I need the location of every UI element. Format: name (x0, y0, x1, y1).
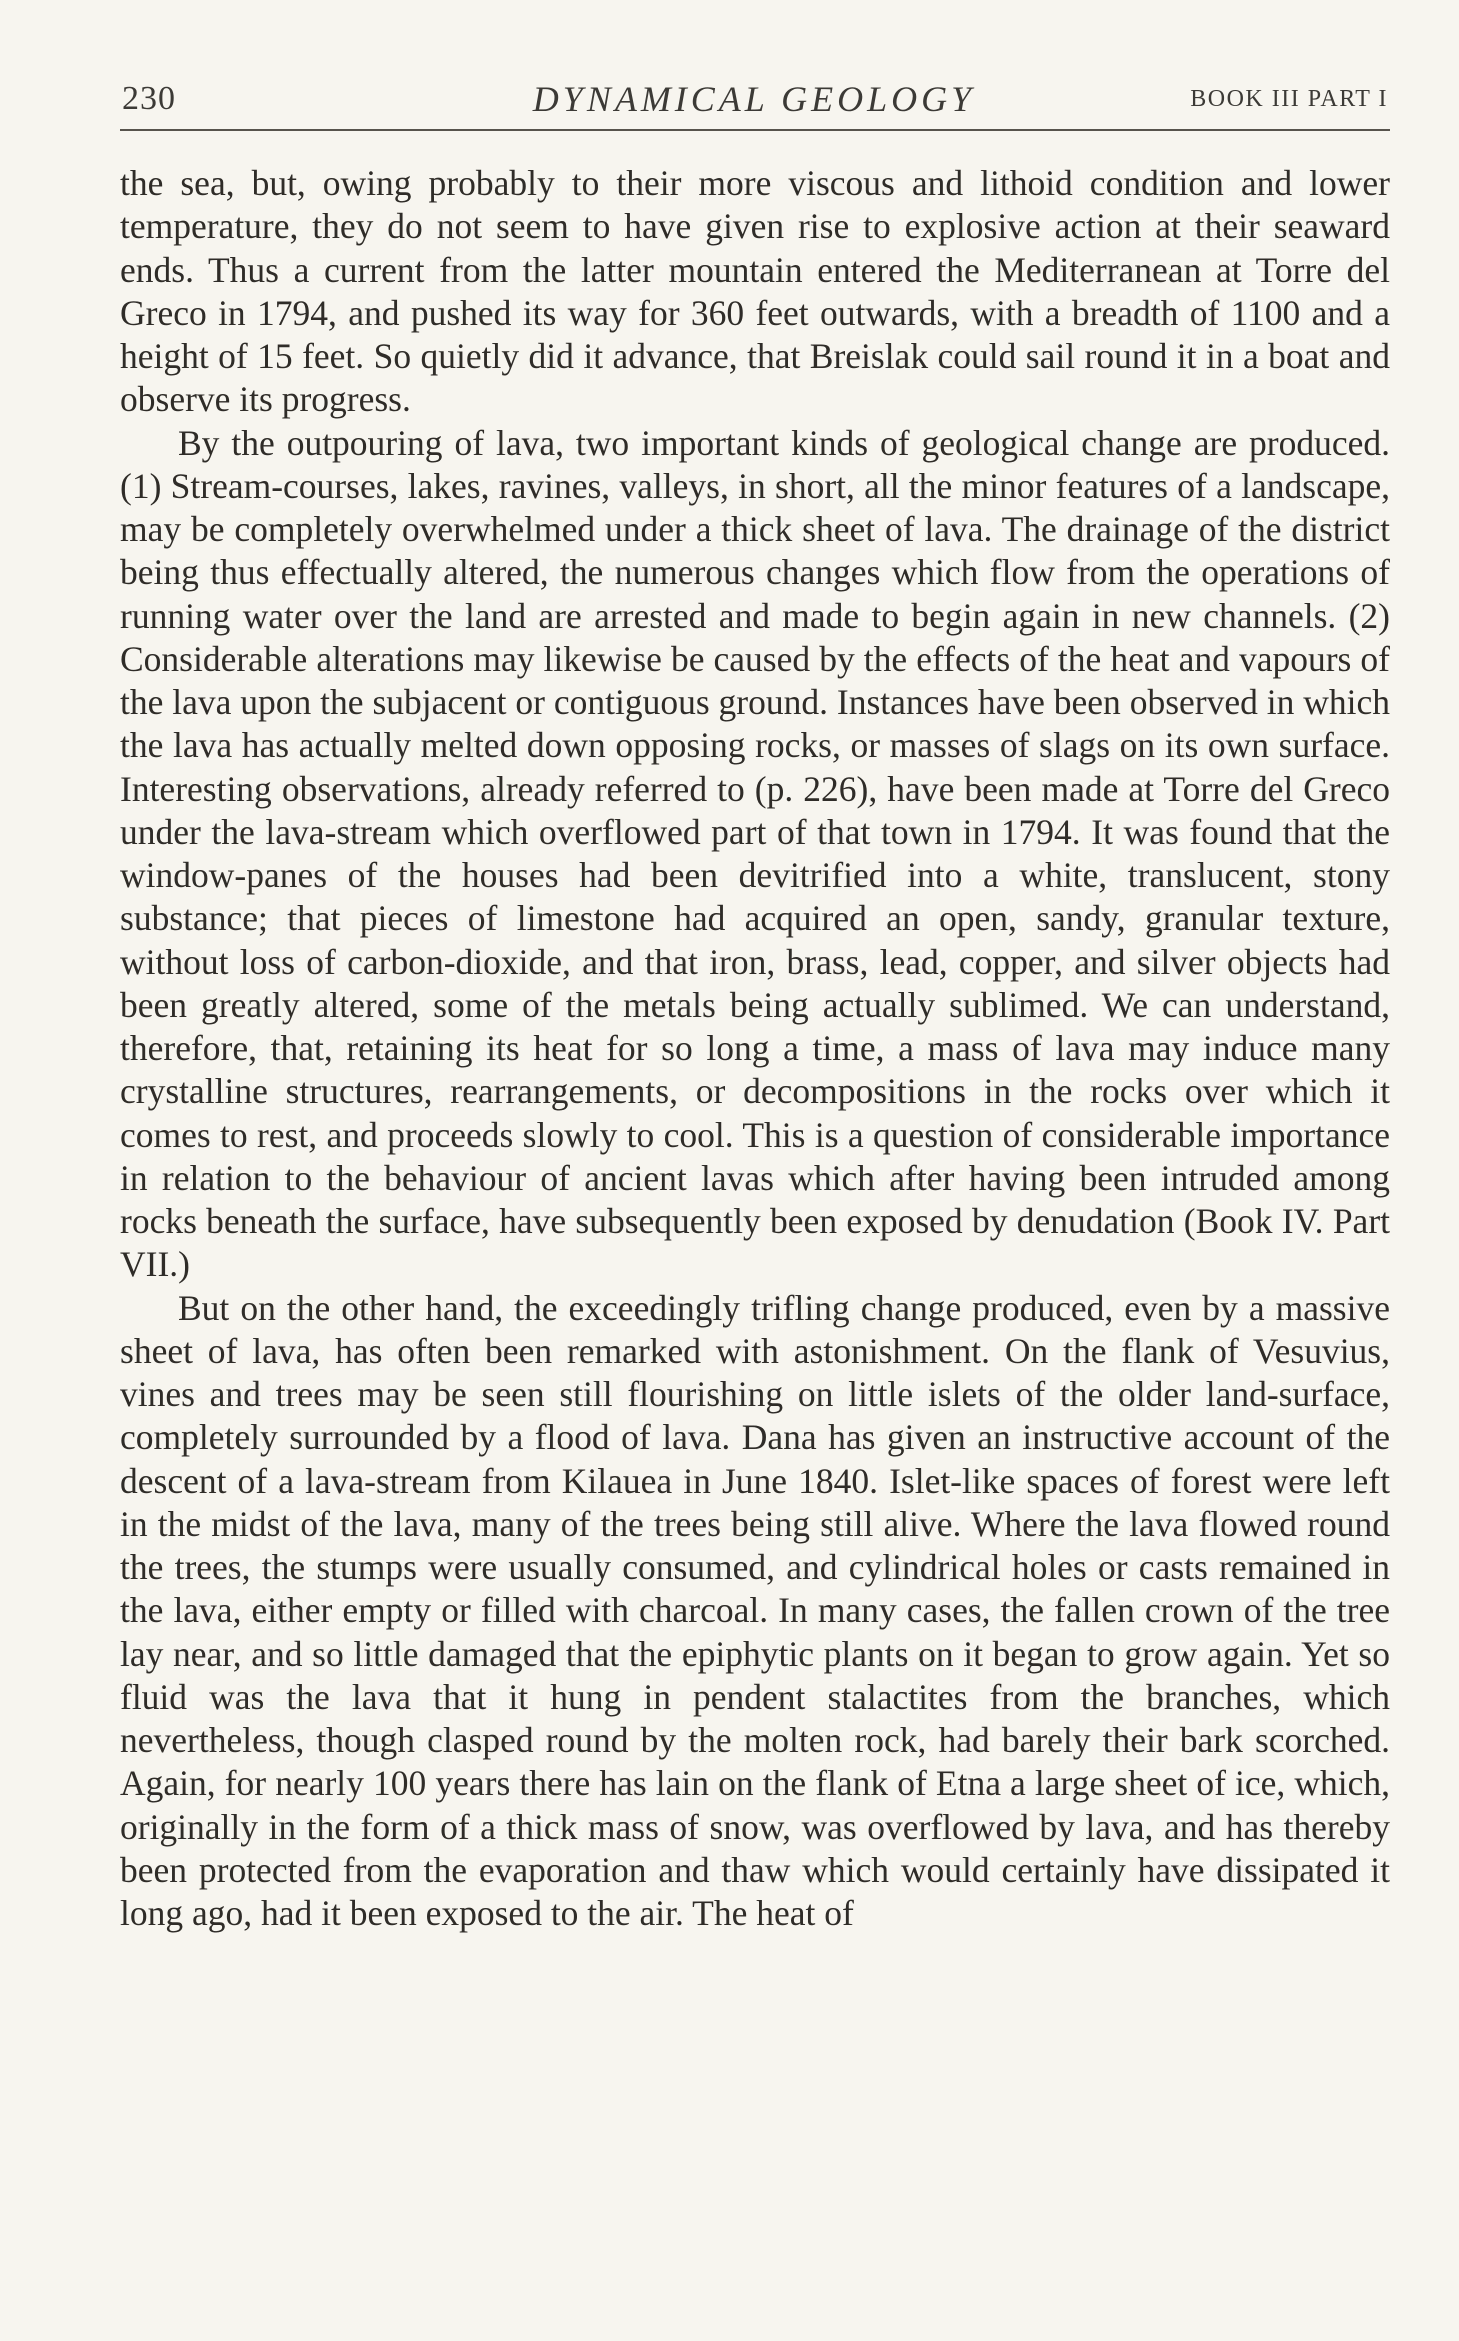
running-title: DYNAMICAL GEOLOGY (532, 79, 976, 119)
paragraph-continued: the sea, but, owing probably to their more viscous and lithoid condition and lower temperature, they do not seem to have given rise to explosive action at their seaward ends. Thus a current from the latter mountain entered the Mediterranean at Torre del Greco in 1794, and pushed its way for 360 feet outwards, with a breadth of 1100 and a height of 15 feet. So quietly did it advance, that Breislak could sail round it in a boat and observe its progress. (120, 163, 1390, 420)
header-rule (120, 129, 1390, 131)
paragraph-geological-change: By the outpouring of lava, two important kinds of geological change are produced. (1) Stream-courses, lakes, ravines, valleys, in short, all the minor features of a landscape, may be completely overwhelmed under a thick sheet of lava. The drainage of the district being thus effectually altered, the numerous changes which flow from the operations of running water over the land are arrested and made to begin again in new channels. (2) Considerable alterations may likewise be caused by the effects of the heat and vapours of the lava upon the subjacent or contiguous ground. Instances have been observed in which the lava has actually melted down opposing rocks, or masses of slags on its own surface. Interesting observations, already referred to (p. 226), have been made at Torre del Greco under the lava-stream which overflowed part of that town in 1794. It was found that the window-panes of the houses had been devitrified into a white, translucent, stony substance; that pieces of limestone had acquired an open, sandy, granular texture, without loss of carbon-dioxide, and that iron, brass, lead, copper, and silver objects had been greatly altered, some of the metals being actually sublimed. We can understand, therefore, that, retaining its heat for so long a time, a mass of lava may induce many crystalline structures, rearrangements, or decompositions in the rocks over which it comes to rest, and proceeds slowly to cool. This is a question of considerable importance in relation to the behaviour of ancient lavas which after having been intruded among rocks beneath the surface, have subsequently been exposed by denudation (Book IV. Part VII.) (120, 422, 1390, 1285)
body-text (120, 162, 1390, 1935)
section-label: BOOK III PART I (1190, 86, 1388, 112)
running-header (118, 72, 1390, 124)
paragraph-trifling-change: But on the other hand, the exceedingly trifling change produced, even by a massive sheet of lava, has often been remarked with astonishment. On the flank of Vesuvius, vines and trees may be seen still flourishing on little islets of the older land-surface, completely surrounded by a flood of lava. Dana has given an instructive account of the descent of a lava-stream from Kilauea in June 1840. Islet-like spaces of forest were left in the midst of the lava, many of the trees being still alive. Where the lava flowed round the trees, the stumps were usually consumed, and cylindrical holes or casts remained in the lava, either empty or filled with charcoal. In many cases, the fallen crown of the tree lay near, and so little damaged that the epiphytic plants on it began to grow again. Yet so fluid was the lava that it hung in pendent stalactites from the branches, which nevertheless, though clasped round by the molten rock, had barely their bark scorched. Again, for nearly 100 years there has lain on the flank of Etna a large sheet of ice, which, originally in the form of a thick mass of snow, was overflowed by lava, and has thereby been protected from the evaporation and thaw which would certainly have dissipated it long ago, had it been exposed to the air. The heat of (120, 1287, 1390, 1933)
page-number: 230 (122, 80, 176, 117)
